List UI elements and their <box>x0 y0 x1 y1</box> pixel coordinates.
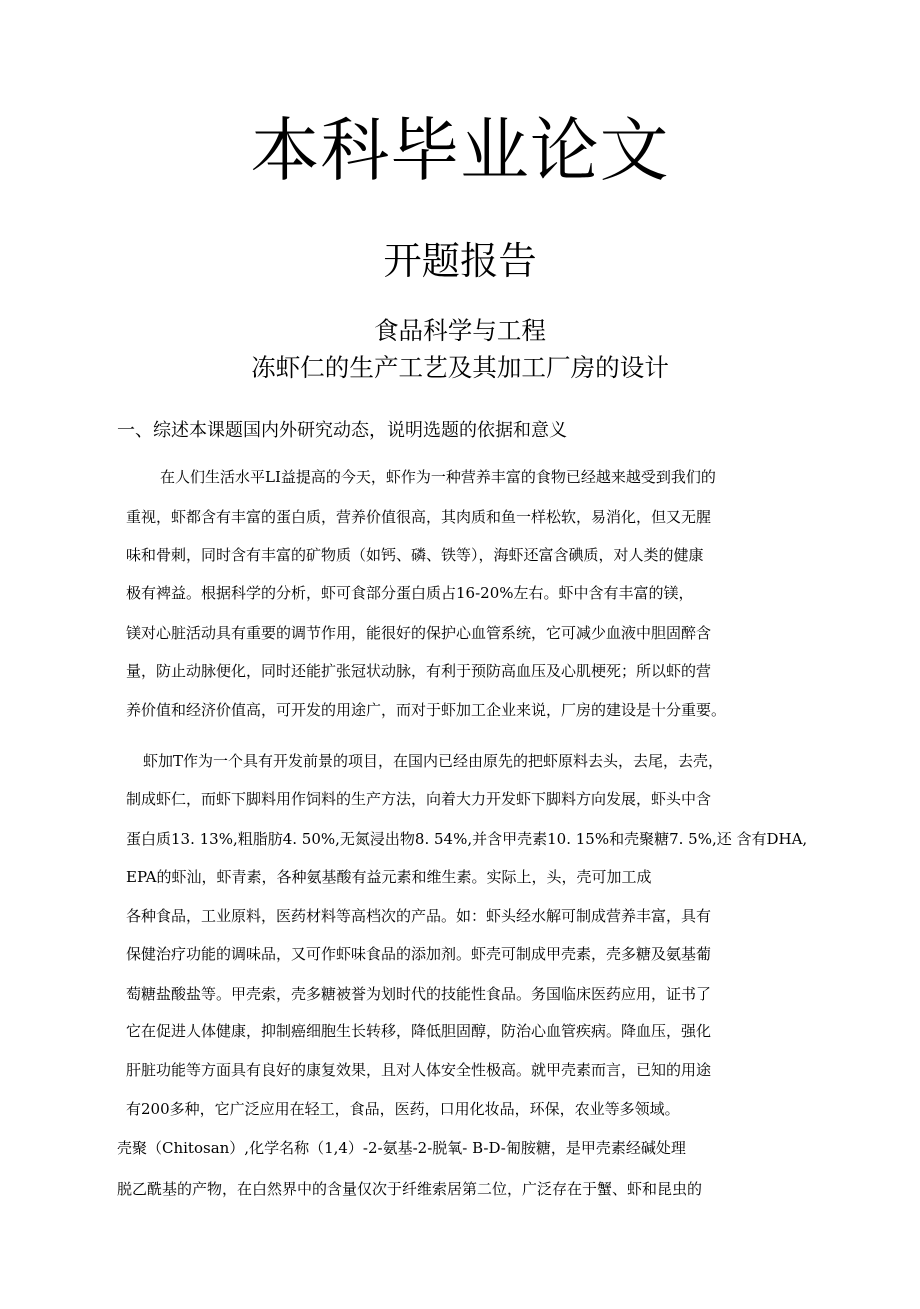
paragraph-line: 镁对心脏活动具有重要的调节作用，能很好的保护心血管系统，它可减少血液中胆固醉含 <box>126 624 712 642</box>
paragraph-line: 脱乙酰基的产物，在白然界中的含量仅次于纤维索居第二位，广泛存在于蟹、虾和昆虫的 <box>117 1180 703 1198</box>
paragraph-line: 各种食品，工业原料，医药材料等高档次的产品。如：虾头经水解可制成营养丰富，具有 <box>126 907 712 925</box>
paragraph-line: 它在促进人体健康，抑制癌细胞生长转移，降低胆固醇，防治心血管疾病。降血压，强化 <box>126 1022 712 1040</box>
paragraph-line: 养价值和经济价值高，可开发的用途广，而对于虾加工企业来说，厂房的建设是十分重要。 <box>126 701 727 719</box>
paragraph-line: 虾加T作为一个具有开发前景的项目，在国内已经由原先的把虾原料去头，去尾，去壳， <box>143 752 724 770</box>
paragraph-line: 壳聚（Chitosan）,化学名称（1,4）-2-氨基-2-脱氧- B-D-匍胺糖，是甲壳素经碱处理 <box>117 1139 686 1157</box>
paragraph-line: 肝脏功能等方面具有良好的康复效果，且对人体安全性极高。就甲壳素而言，已知的用途 <box>126 1061 712 1079</box>
major-name: 食品科学与工程 <box>373 316 547 345</box>
thesis-title: 冻虾仁的生产工艺及其加工厂房的设计 <box>251 353 669 382</box>
paragraph-line: EPA的虾汕，虾青素，各种氨基酸有益元素和维生素。实际上，头，壳可加工成 <box>126 868 652 886</box>
paragraph-line: 极有裨益。根据科学的分析，虾可食部分蛋白质占16-20%左右。虾中含有丰富的镁， <box>126 584 694 602</box>
paragraph-line: 制成虾仁，而虾下脚料用作饲料的生产方法，向着大力开发虾下脚料方向发展，虾头中含 <box>126 790 712 808</box>
paragraph-line: 味和骨刺，同时含有丰富的矿物质（如钙、磷、铁等），海虾还富含碘质，对人类的健康 <box>126 546 704 564</box>
paragraph-line: 有200多种，它广泛应用在轻工，食品，医药，口用化妆品，环保，农业等多领域。 <box>126 1100 680 1118</box>
paragraph-line: 保健治疗功能的调味品，又可作虾味食品的添加剂。虾壳可制成甲壳素，壳多糖及氨基葡 <box>126 945 712 963</box>
document-title: 本科毕业论文 <box>250 111 670 191</box>
paragraph-line: 重视，虾都含有丰富的蛋白质，营养价值很高，其肉质和鱼一样松软，易消化，但又无腥 <box>126 508 712 526</box>
paragraph-line: 量，防止动脉便化，同时还能扩张冠状动脉，有利于预防高血压及心肌梗死；所以虾的营 <box>126 662 712 680</box>
section-heading: 一、综述本课题国内外研究动态，说明选题的依据和意义 <box>117 420 567 441</box>
document-subtitle: 开题报告 <box>383 239 537 284</box>
paragraph-line: 在人们生活水平LI益提高的今天，虾作为一种营养丰富的食物已经越来越受到我们的 <box>160 468 716 486</box>
paragraph-line: 蛋白质13. 13%,粗脂肪4. 50%,无氮浸出物8. 54%,并含甲壳素10. 15%和壳聚糖7. 5%,还 含有DHA, <box>126 830 808 848</box>
paragraph-line: 萄糖盐酸盐等。甲壳索，壳多糖被誉为划时代的技能性食品。务国临床医药应用，证书了 <box>126 985 712 1003</box>
